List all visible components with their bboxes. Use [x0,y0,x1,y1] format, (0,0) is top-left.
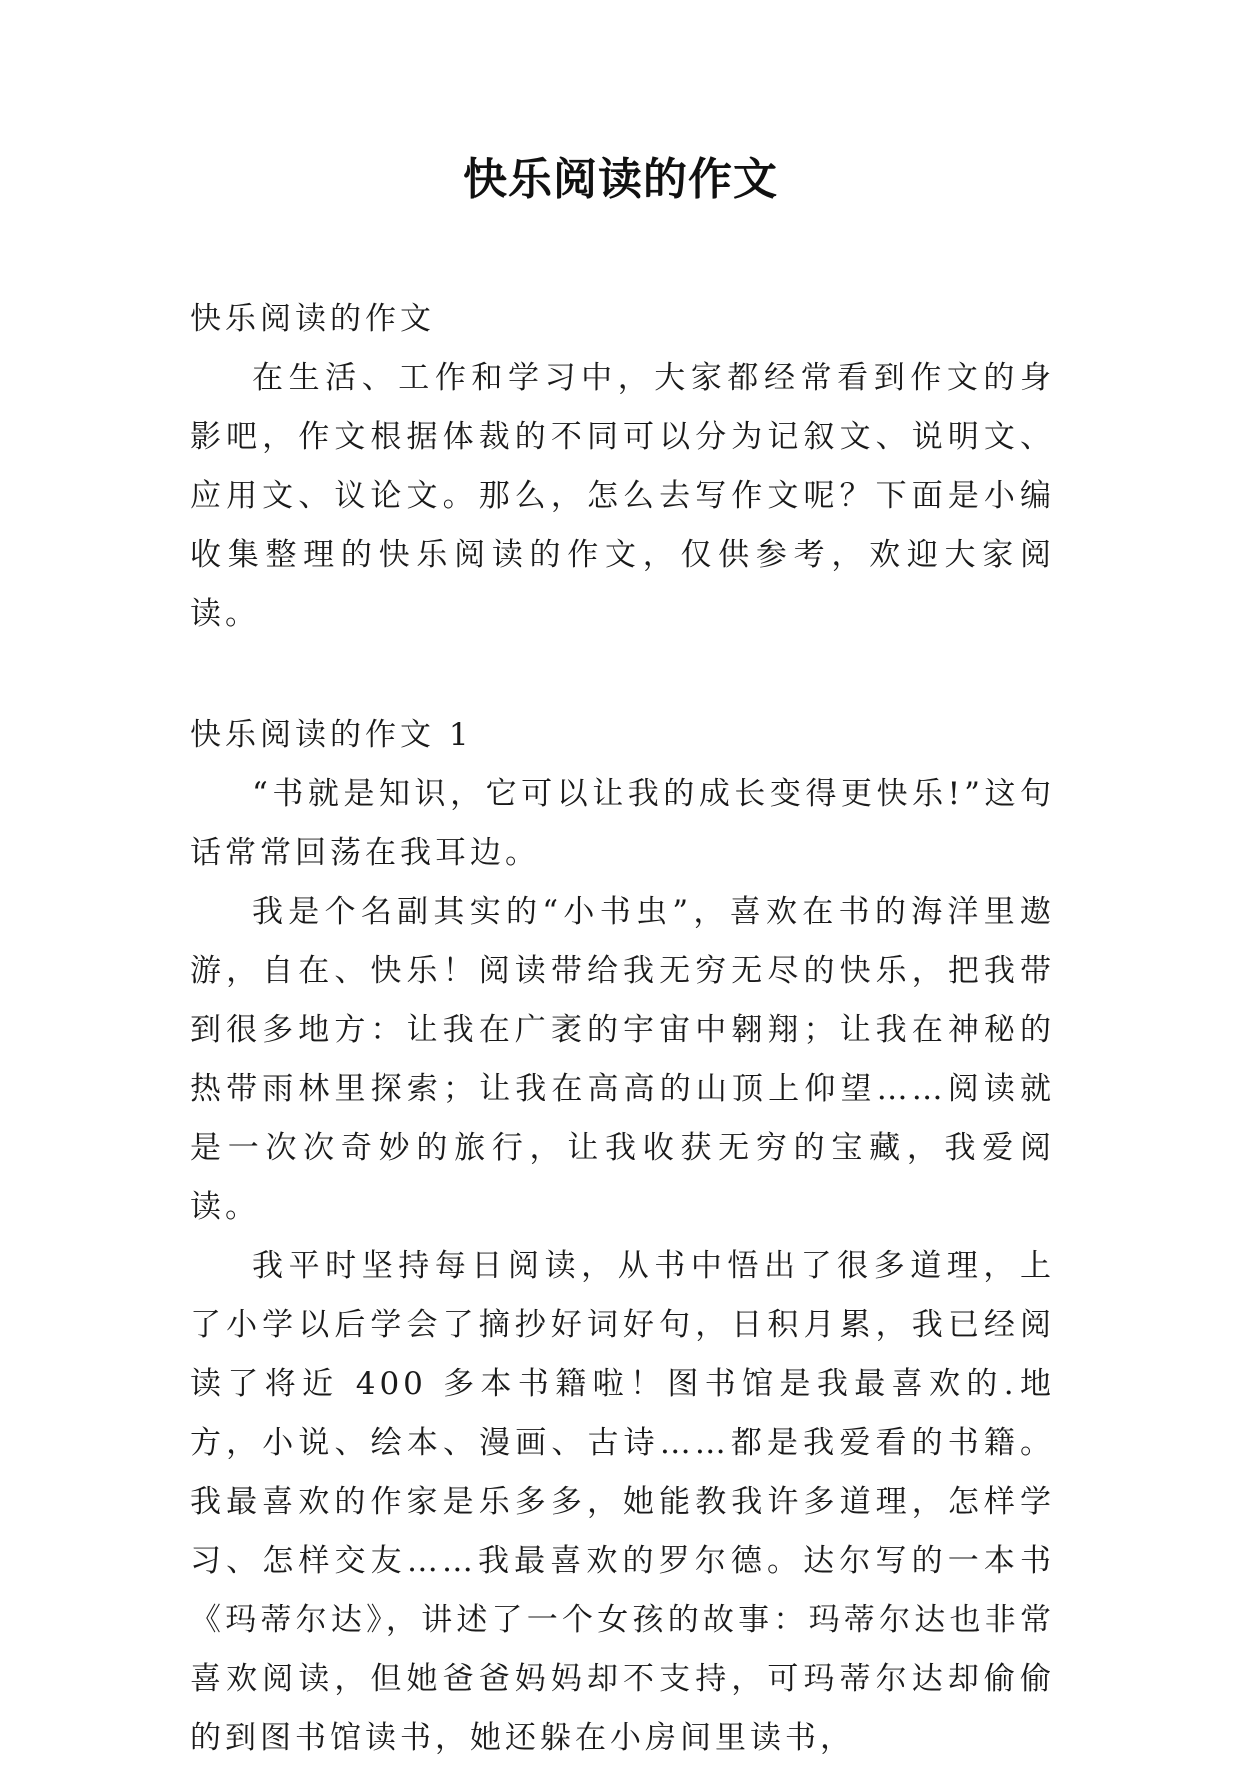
section-paragraph-3: 我平时坚持每日阅读，从书中悟出了很多道理，上了小学以后学会了摘抄好词好句，日积月累，我已经阅读了将近 400 多本书籍啦！图书馆是我最喜欢的.地方，小说、绘本、漫画、古诗……都是我爱看的书籍。我最喜欢的作家是乐多多，她能教我许多道理，怎样学习、怎样交友……我最喜欢的罗尔德。达尔写的一本书《玛蒂尔达》，讲述了一个女孩的故事：玛蒂尔达也非常喜欢阅读，但她爸爸妈妈却不支持，可玛蒂尔达却偷偷的到图书馆读书，她还躲在小房间里读书， [190,1248,1055,1756]
intro-heading: 快乐阅读的作文 [190,301,435,337]
section-spacer [190,644,1055,706]
intro-paragraph: 在生活、工作和学习中，大家都经常看到作文的身影吧，作文根据体裁的不同可以分为记叙文、说明文、应用文、议论文。那么，怎么去写作文呢？下面是小编收集整理的快乐阅读的作文，仅供参考，欢迎大家阅读。 [190,360,1055,632]
section-heading: 快乐阅读的作文 1 [190,717,473,753]
section-paragraph-1: “书就是知识，它可以让我的成长变得更快乐!”这句话常常回荡在我耳边。 [190,776,1055,871]
document-body [190,290,1055,1768]
section-paragraph-2: 我是个名副其实的“小书虫”，喜欢在书的海洋里遨游，自在、快乐！阅读带给我无穷无尽的快乐，把我带到很多地方：让我在广袤的宇宙中翱翔；让我在神秘的热带雨林里探索；让我在高高的山顶上仰望……阅读就是一次次奇妙的旅行，让我收获无穷的宝藏，我爱阅读。 [190,894,1055,1225]
document-title: 快乐阅读的作文 [463,154,778,205]
